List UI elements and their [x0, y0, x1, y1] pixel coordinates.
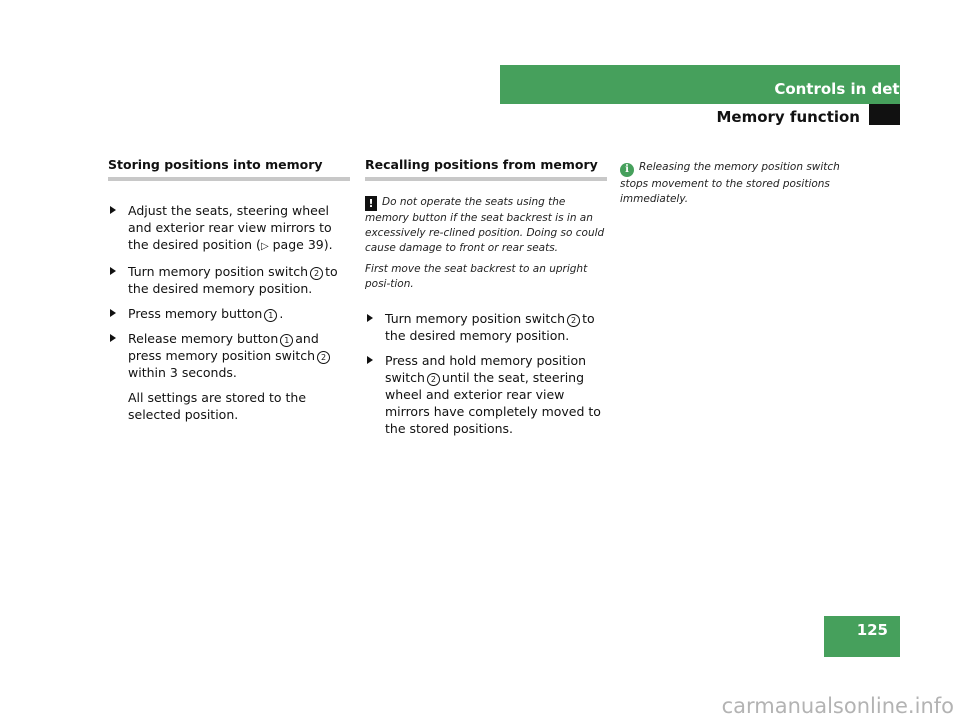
warning-text: Do not operate the seats using the memory button if the seat backrest is in an excessively re-clined position. Doing so could cause damage to front or rear seats.: [365, 196, 605, 254]
step-recall-hold: [365, 352, 607, 437]
callout-1-icon: 1: [264, 309, 277, 322]
info-note: [620, 160, 870, 207]
watermark-text: carmanualsonline.info: [721, 694, 954, 718]
step-recall-hold-text-a: Press and hold memory position switch: [385, 353, 587, 385]
page-number-box: [824, 616, 900, 657]
callout-2-icon: 2: [567, 314, 580, 327]
warning-icon: !: [365, 196, 377, 211]
step-turn-switch-text-b: to the desired memory position.: [128, 264, 338, 296]
header-marker-block: [869, 104, 900, 125]
step-adjust-text: Adjust the seats, steering wheel and exterior rear view mirrors to the desired position (: [128, 203, 332, 252]
topic-title: Memory function: [716, 108, 860, 126]
bullet-icon: [110, 267, 116, 275]
warning-note-2: First move the seat backrest to an upright posi-tion.: [365, 263, 588, 290]
step-turn-switch: [108, 263, 350, 297]
step-release-text-b: and press memory position switch: [128, 331, 319, 363]
callout-2-icon: 2: [317, 351, 330, 364]
bullet-icon: [110, 334, 116, 342]
callout-2-icon: 2: [427, 373, 440, 386]
info-icon: i: [620, 163, 634, 177]
bullet-icon: [367, 356, 373, 364]
step-press-button: [108, 305, 350, 322]
callout-2-icon: 2: [310, 267, 323, 280]
heading-recalling: Recalling positions from memory: [365, 156, 607, 181]
bullet-icon: [110, 206, 116, 214]
result-text: All settings are stored to the selected position.: [128, 390, 307, 422]
step-release-button: [108, 330, 350, 423]
column-recalling: [365, 156, 607, 437]
step-adjust: [108, 202, 350, 255]
info-text: Releasing the memory position switch stops movement to the stored positions immediately.: [620, 161, 840, 205]
callout-1-icon: 1: [280, 334, 293, 347]
warning-note: [365, 195, 607, 256]
step-release-text-a: Release memory button: [128, 331, 279, 346]
page-ref-icon: ▷: [260, 241, 269, 252]
heading-storing: Storing positions into memory: [108, 156, 350, 181]
step-press-button-text-b: .: [279, 306, 284, 321]
step-turn-switch-text-a: Turn memory position switch: [128, 264, 309, 279]
step-recall-turn-text-a: Turn memory position switch: [385, 311, 566, 326]
column-storing: [108, 156, 350, 423]
step-recall-turn-switch: [365, 310, 607, 344]
step-recall-hold-text-b: until the seat, steering wheel and exterior rear view mirrors have completely moved to the stored positions.: [385, 370, 601, 436]
page-number: 125: [856, 621, 888, 639]
step-press-button-text-a: Press memory button: [128, 306, 263, 321]
bullet-icon: [367, 314, 373, 322]
section-title: Controls in detail: [774, 80, 920, 98]
bullet-icon: [110, 309, 116, 317]
column-info: [620, 160, 870, 207]
page-ref-link[interactable]: page 39).: [272, 237, 333, 252]
step-release-text-c: within 3 seconds.: [128, 365, 237, 380]
step-recall-turn-text-b: to the desired memory position.: [385, 311, 595, 343]
